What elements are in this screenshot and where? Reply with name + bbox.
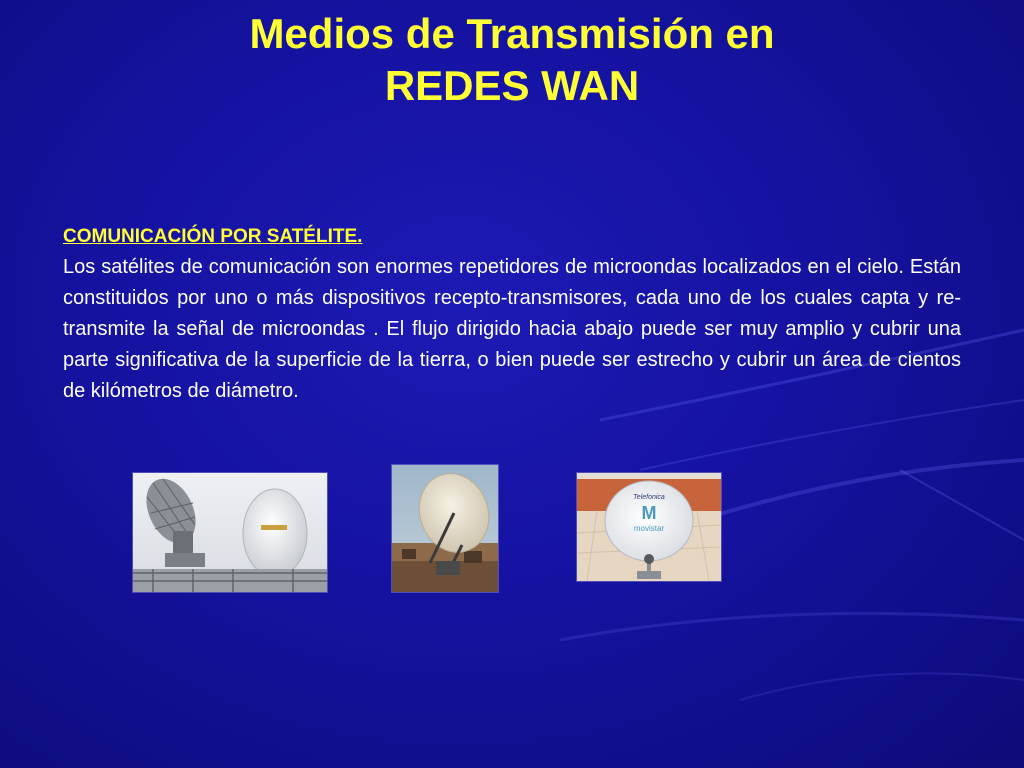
dish-brand-telefonica: Telefonica <box>633 494 665 501</box>
satellite-dish-building-photo <box>392 465 498 592</box>
slide-title <box>0 8 1024 112</box>
movistar-dish-photo <box>577 473 721 581</box>
movistar-logo-icon: M <box>641 503 657 523</box>
dish-brand-movistar: movistar <box>633 524 665 533</box>
body-paragraph: Los satélites de comunicación son enormes repetidores de microondas localizados en el cielo. Están constituidos por uno o más dispositivos recepto-transmisores, cada uno de los cuales capta y re-transmite la señal de microondas . El flujo dirigido hacia abajo puede ser muy amplio y cubrir una parte significativa de la superficie de la tierra, o bien puede ser estrecho y cubrir un área de cientos de kilómetros de diámetro. <box>63 256 961 402</box>
slide-title-line-2: REDES WAN <box>384 62 640 109</box>
satellite-antennas-photo <box>133 473 327 592</box>
slide-title-line-1: Medios de Transmisión en <box>249 10 775 57</box>
section-heading: COMUNICACIÓN POR SATÉLITE. <box>63 226 363 247</box>
